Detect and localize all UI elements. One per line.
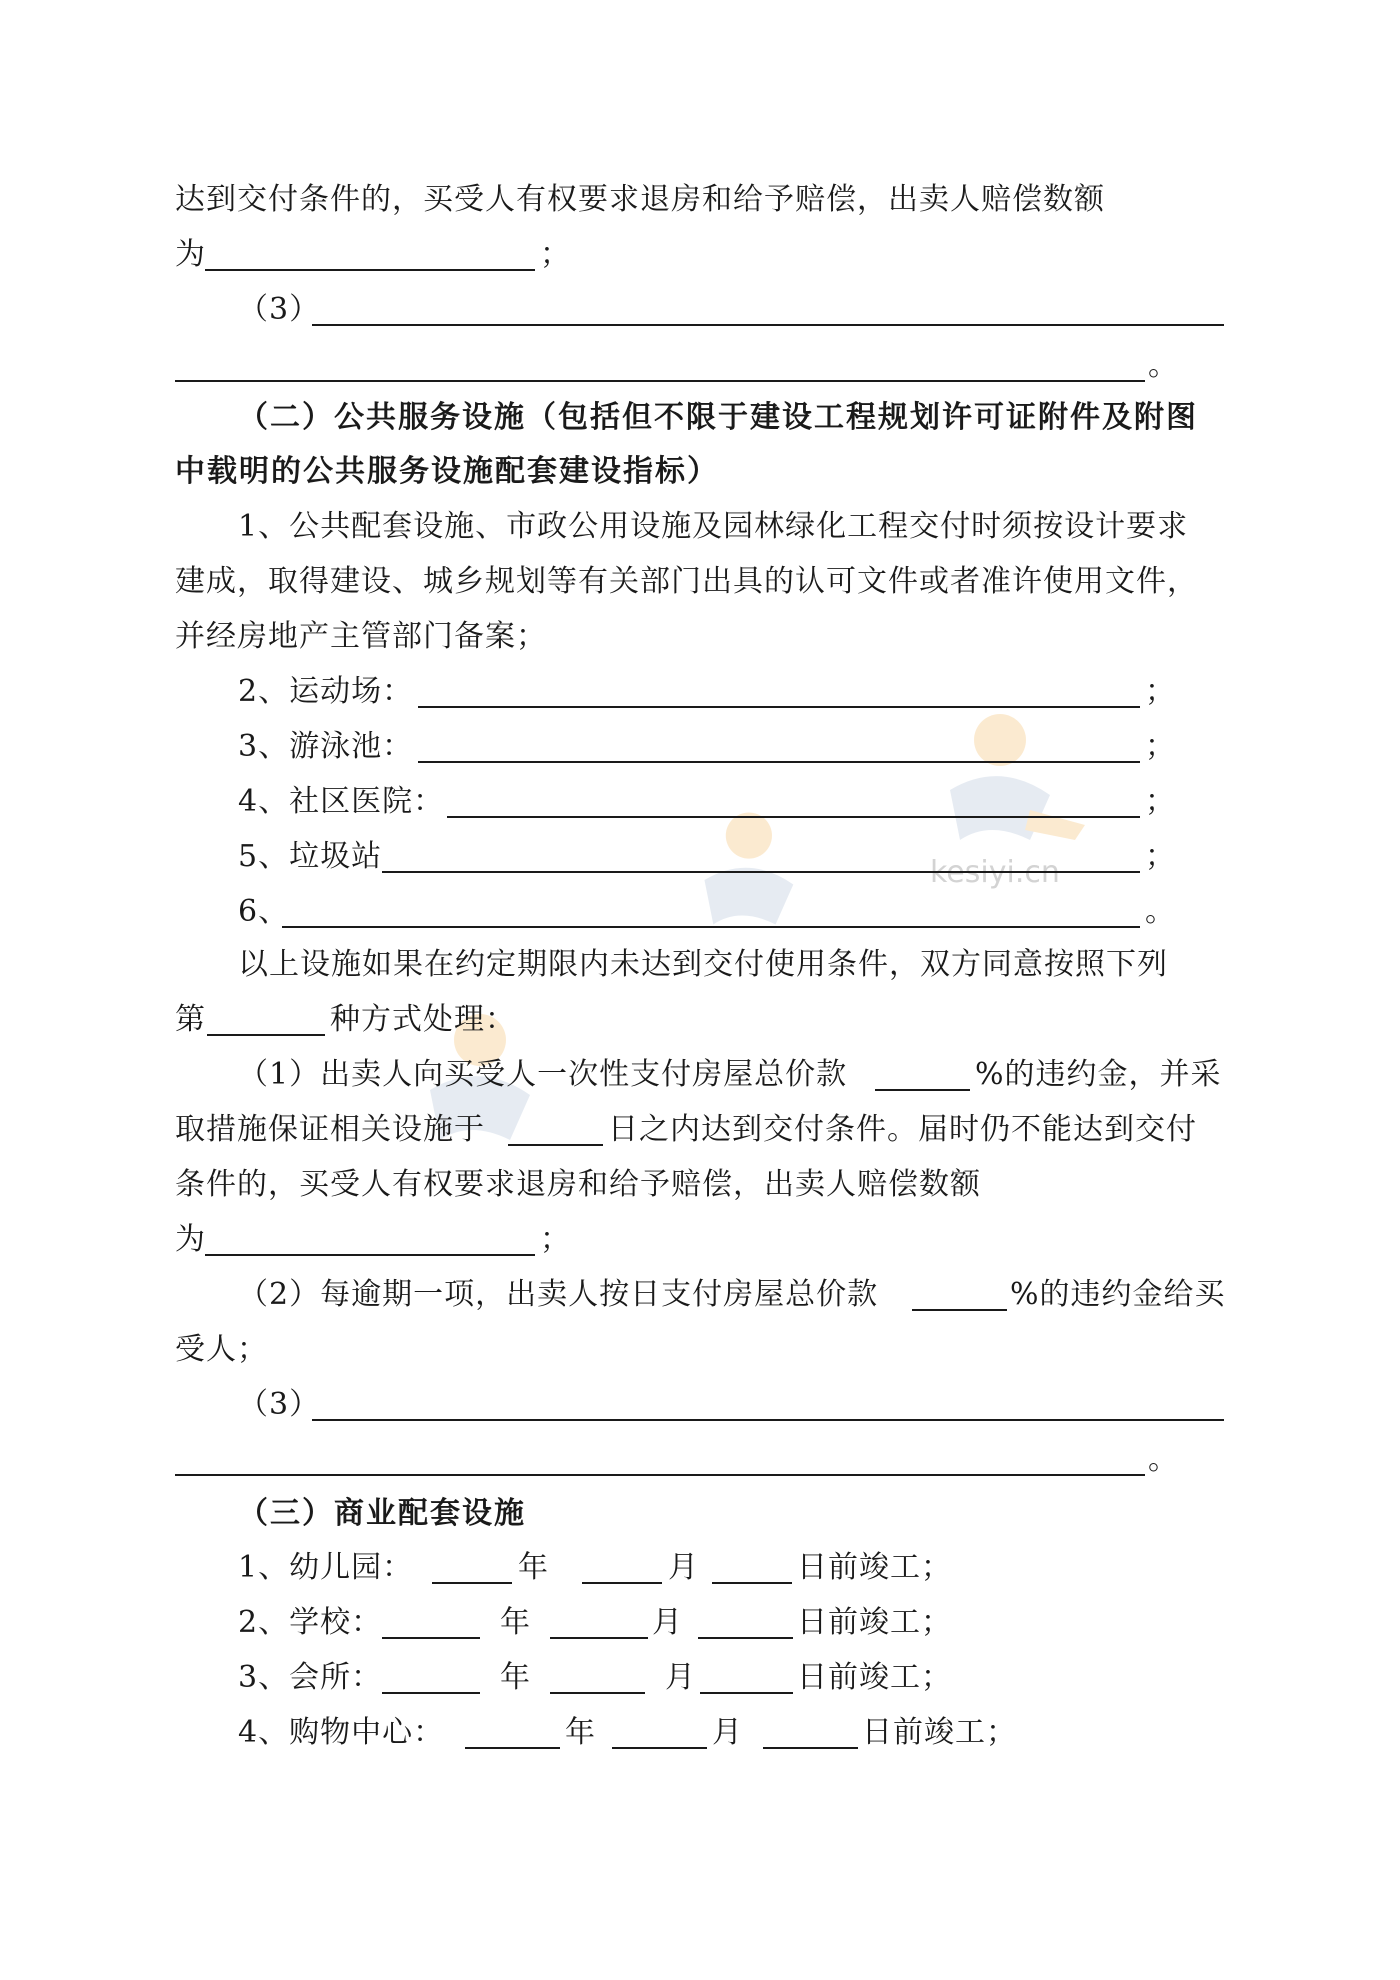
blank-garbage-station[interactable] [382,871,1140,873]
blank-method-number[interactable] [207,1034,325,1036]
blank-community-hospital[interactable] [447,816,1140,818]
blank-clubhouse-year[interactable] [382,1692,480,1694]
para1-line3: 并经房地产主管部门备案； [175,619,547,654]
para1-line1: 1、公共配套设施、市政公用设施及园林绿化工程交付时须按设计要求 [238,509,1189,544]
facility-item-garbage: 5、垃圾站 ； [238,839,1176,874]
watermark-text: kesiyi.cn [930,855,1060,890]
section2-heading-line2: 中载明的公共服务设施配套建设指标） [175,454,719,489]
blank-swimming-pool[interactable] [418,761,1140,763]
agree-line2: 第 种方式处理： [175,1002,516,1037]
option1-line4: 为 ； [175,1222,571,1257]
blank-kindergarten-year[interactable] [432,1582,512,1584]
section2-heading-line1 [0,396,1400,440]
blank-days[interactable] [508,1144,603,1146]
commercial-item-kindergarten: 1、幼儿园： 年 月 日前竣工； [238,1550,952,1585]
option1-line3: 条件的，买受人有权要求退房和给予赔偿，出卖人赔偿数额 [175,1167,981,1202]
facility-item-6: 6、 。 [238,894,1176,929]
blank-mall-day[interactable] [763,1747,858,1749]
blank-option-3[interactable] [312,1419,1224,1421]
watermark-runner-icon [640,800,840,960]
blank-item-3[interactable] [312,324,1224,326]
option3-line2: 。 [0,1438,1400,1482]
blank-clubhouse-month[interactable] [550,1692,645,1694]
option2-line1: （2）每逾期一项，出卖人按日支付房屋总价款 %的违约金给买 [238,1277,1226,1312]
option1-line1: （1）出卖人向买受人一次性支付房屋总价款 %的违约金，并采 [238,1057,1222,1092]
blank-mall-year[interactable] [465,1747,560,1749]
option2-line2: 受人； [175,1332,268,1367]
line-1: 达到交付条件的，买受人有权要求退房和给予赔偿，出卖人赔偿数额 [175,182,1105,217]
blank-kindergarten-month[interactable] [582,1582,662,1584]
blank-facility-6[interactable] [282,926,1140,928]
option1-line2: 取措施保证相关设施于 日之内达到交付条件。届时仍不能达到交付 [175,1112,1197,1147]
facility-item-pool: 3、游泳池： ； [238,729,1176,764]
para1-line2: 建成，取得建设、城乡规划等有关部门出具的认可文件或者准许使用文件， [175,564,1198,599]
blank-kindergarten-day[interactable] [712,1582,792,1584]
blank-penalty-percent-2[interactable] [912,1309,1007,1311]
agree-line1: 以上设施如果在约定期限内未达到交付使用条件，双方同意按照下列 [238,947,1168,982]
facility-item-sports: 2、运动场： ； [238,674,1176,709]
blank-school-month[interactable] [550,1637,648,1639]
line-2: 为 ； [175,237,571,272]
commercial-item-school: 2、学校： 年 月 日前竣工； [238,1605,952,1640]
facility-item-hospital: 4、社区医院： ； [238,784,1176,819]
blank-item-3-cont[interactable] [175,380,1145,382]
blank-sports-field[interactable] [418,706,1140,708]
blank-school-year[interactable] [382,1637,480,1639]
blank-compensation-amount-2[interactable] [205,1254,535,1256]
commercial-item-mall: 4、购物中心： 年 月 日前竣工； [238,1715,1017,1750]
section2-heading: （二）公共服务设施（包括但不限于建设工程规划许可证附件及附图 [238,400,1198,435]
blank-option-3-cont[interactable] [175,1474,1145,1476]
commercial-item-clubhouse: 3、会所： 年 月 日前竣工； [238,1660,952,1695]
blank-mall-month[interactable] [612,1747,707,1749]
line-4: 。 [0,344,1400,388]
section3-heading: （三）商业配套设施 [238,1496,526,1531]
blank-clubhouse-day[interactable] [700,1692,793,1694]
section3-heading-line [0,1492,1400,1536]
blank-school-day[interactable] [698,1637,793,1639]
blank-penalty-percent-1[interactable] [875,1089,970,1091]
option3-line1: （3） [0,1383,1400,1427]
line-3: （3） [0,288,1400,332]
blank-compensation-amount[interactable] [205,269,535,271]
